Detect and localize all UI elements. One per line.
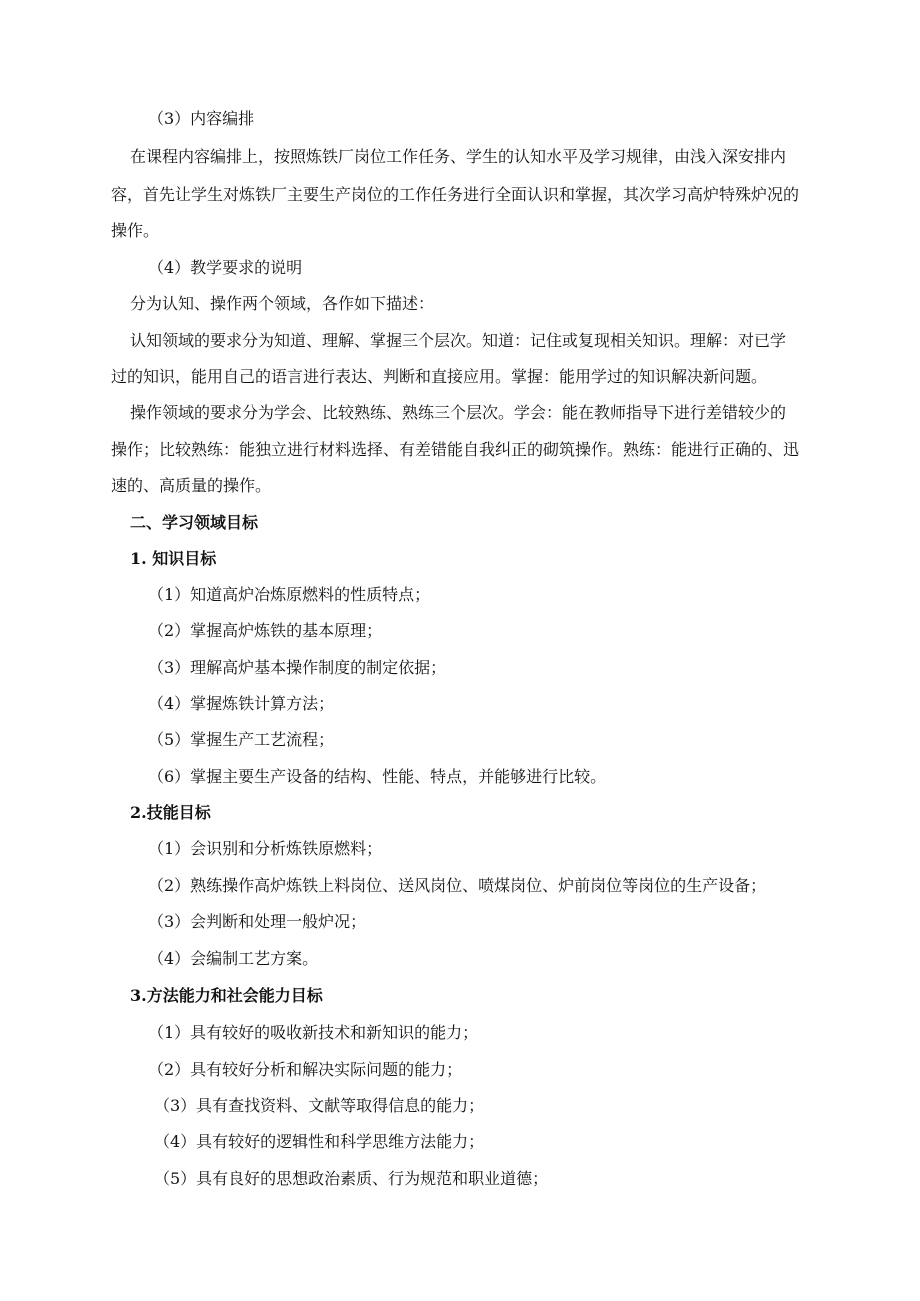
list-item: （6）掌握主要生产设备的结构、性能、特点，并能够进行比较。 [148, 767, 607, 786]
paragraph-line: 操作。 [111, 221, 160, 240]
heading-knowledge-goals: 1. 知识目标 [130, 549, 217, 568]
paragraph-line: 分为认知、操作两个领域，各作如下描述： [130, 294, 435, 313]
list-item: （2）具有较好分析和解决实际问题的能力； [148, 1060, 463, 1079]
paragraph-line: 过的知识，能用自己的语言进行表达、判断和直接应用。掌握：能用学过的知识解决新问题。 [111, 367, 768, 386]
section-title-teaching-requirements: （4）教学要求的说明 [148, 258, 303, 277]
paragraph-line: 在课程内容编排上，按照炼铁厂岗位工作任务、学生的认知水平及学习规律，由浅入深安排内 [130, 147, 787, 166]
list-item: （1）会识别和分析炼铁原燃料； [148, 839, 383, 858]
list-item: （1）知道高炉冶炼原燃料的性质特点； [148, 585, 431, 604]
list-item: （5）掌握生产工艺流程； [148, 730, 335, 749]
heading-method-social-goals: 3.方法能力和社会能力目标 [130, 986, 323, 1005]
list-item: （4）掌握炼铁计算方法； [148, 694, 335, 713]
paragraph-line: 操作；比较熟练：能独立进行材料选择、有差错能自我纠正的砌筑操作。熟练：能进行正确的、迅 [111, 440, 800, 459]
section-title-content-arrangement: （3）内容编排 [148, 109, 255, 128]
paragraph-line: 速的、高质量的操作。 [111, 476, 272, 495]
heading-skill-goals: 2.技能目标 [130, 803, 211, 822]
paragraph-line: 认知领域的要求分为知道、理解、掌握三个层次。知道：记住或复现相关知识。理解：对已学 [130, 331, 787, 350]
list-item: （4）会编制工艺方案。 [148, 949, 319, 968]
list-item: （3）会判断和处理一般炉况； [148, 912, 367, 931]
heading-learning-goals: 二、学习领域目标 [130, 513, 259, 532]
list-item: （2）掌握高炉炼铁的基本原理； [148, 621, 383, 640]
list-item: （3）理解高炉基本操作制度的制定依据； [148, 658, 447, 677]
paragraph-line: 容，首先让学生对炼铁厂主要生产岗位的工作任务进行全面认识和掌握，其次学习高炉特殊炉况的 [111, 185, 800, 204]
list-item: （1）具有较好的吸收新技术和新知识的能力； [148, 1023, 479, 1042]
list-item: （5）具有良好的思想政治素质、行为规范和职业道德； [154, 1169, 549, 1188]
list-item: （3）具有查找资料、文献等取得信息的能力； [154, 1096, 485, 1115]
paragraph-line: 操作领域的要求分为学会、比较熟练、熟练三个层次。学会：能在教师指导下进行差错较少的 [130, 403, 787, 422]
list-item: （2）熟练操作高炉炼铁上料岗位、送风岗位、喷煤岗位、炉前岗位等岗位的生产设备； [148, 876, 767, 895]
list-item: （4）具有较好的逻辑性和科学思维方法能力； [154, 1132, 485, 1151]
